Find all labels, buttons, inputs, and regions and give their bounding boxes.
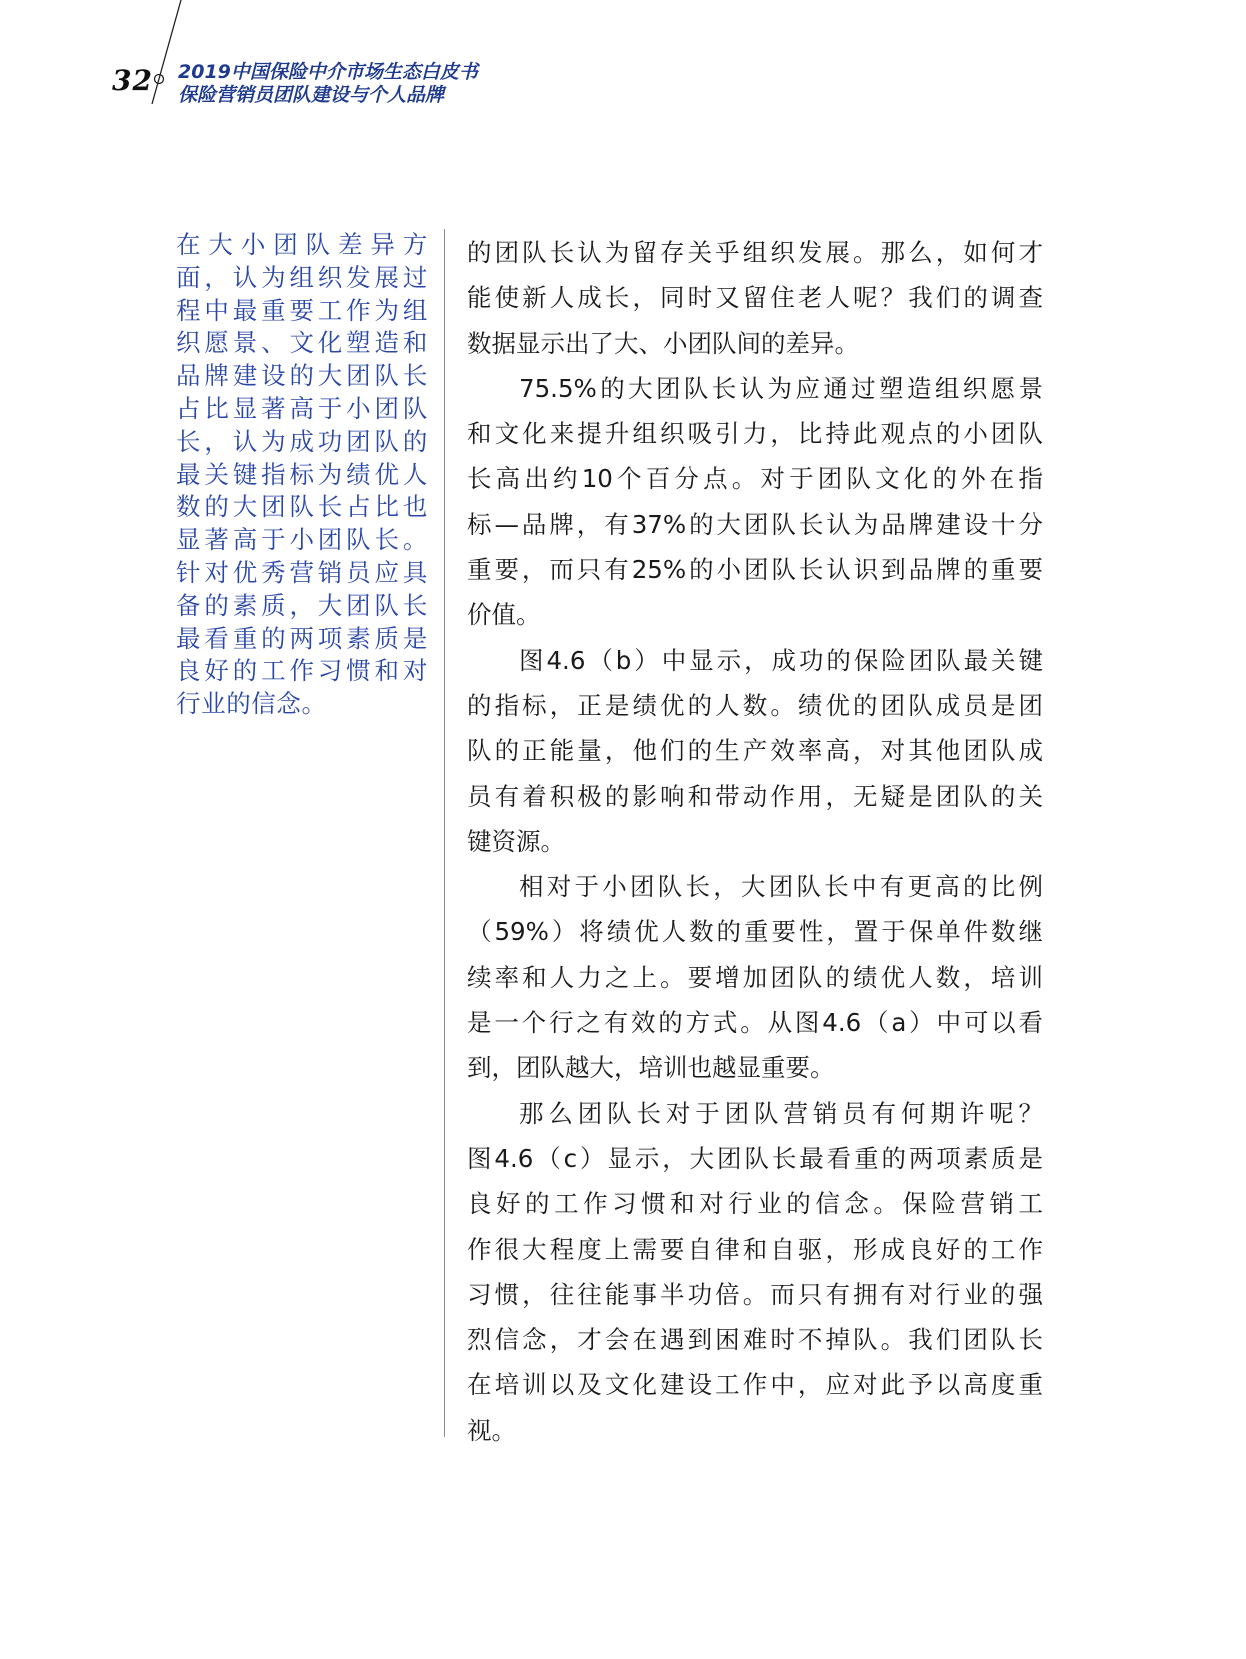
sidebar-line: 品牌建设的大团队长 xyxy=(176,361,428,391)
body-line: 到，团队越大，培训也越显重要。 xyxy=(467,1053,835,1083)
body-line: 续率和人力之上。要增加团队的绩优人数，培训 xyxy=(467,962,1043,992)
page-number: 32 xyxy=(112,64,153,97)
sidebar-line: 占比显著高于小团队 xyxy=(176,393,428,423)
body-line: 队的正能量，他们的生产效率高，对其他团队成 xyxy=(467,736,1043,766)
sidebar-line: 良好的工作习惯和对 xyxy=(176,656,428,686)
body-line: （59%）将绩优人数的重要性，置于保单件数继 xyxy=(467,917,1043,947)
sidebar-line: 行业的信念。 xyxy=(176,689,327,719)
body-line: 图4.6（b）中显示，成功的保险团队最关键 xyxy=(519,645,1043,675)
body-line: 的团队长认为留存关乎组织发展。那么，如何才 xyxy=(467,238,1043,267)
body-line: 能使新人成长，同时又留住老人呢？我们的调查 xyxy=(467,283,1043,313)
body-line: 员有着积极的影响和带动作用，无疑是团队的关 xyxy=(467,781,1043,811)
body-line: 和文化来提升组织吸引力，比持此观点的小团队 xyxy=(467,419,1043,449)
body-line: 在培训以及文化建设工作中，应对此予以高度重 xyxy=(467,1370,1043,1400)
sidebar-line: 显著高于小团队长。 xyxy=(176,525,428,555)
body-line: 75.5%的大团队长认为应通过塑造组织愿景 xyxy=(519,373,1043,403)
sidebar-line: 备的素质，大团队长 xyxy=(176,590,428,620)
body-line: 是一个行之有效的方式。从图4.6（a）中可以看 xyxy=(467,1008,1043,1038)
sidebar-line: 面，认为组织发展过 xyxy=(176,262,428,292)
header-title-line2: 保险营销员团队建设与个人品牌 xyxy=(178,84,445,106)
header-slash-line xyxy=(152,0,181,104)
body-line: 价值。 xyxy=(467,600,541,630)
main-body-text xyxy=(467,230,1043,1453)
sidebar-line: 程中最重要工作为组 xyxy=(176,295,428,325)
sidebar-line: 针对优秀营销员应具 xyxy=(176,557,428,587)
sidebar-line: 在大小团队差异方 xyxy=(176,230,428,259)
body-line: 良好的工作习惯和对行业的信念。保险营销工 xyxy=(467,1189,1043,1219)
body-line: 烈信念，才会在遇到困难时不掉队。我们团队长 xyxy=(467,1325,1043,1355)
body-line: 相对于小团队长，大团队长中有更高的比例 xyxy=(519,872,1043,902)
body-line: 视。 xyxy=(467,1415,516,1445)
body-line: 图4.6（c）显示，大团队长最看重的两项素质是 xyxy=(467,1143,1043,1173)
body-line: 数据显示出了大、小团队间的差异。 xyxy=(467,328,859,358)
column-divider xyxy=(444,229,445,1437)
sidebar-line: 最看重的两项素质是 xyxy=(176,623,428,653)
body-line: 那么团队长对于团队营销员有何期许呢？ xyxy=(519,1098,1043,1128)
body-line: 长高出约10个百分点。对于团队文化的外在指 xyxy=(467,464,1043,494)
body-line: 作很大程度上需要自律和自驱，形成良好的工作 xyxy=(467,1234,1043,1264)
header-title xyxy=(178,61,478,107)
sidebar-line: 数的大团队长占比也 xyxy=(176,492,428,522)
sidebar-line: 最关键指标为绩优人 xyxy=(176,459,428,489)
body-line: 的指标，正是绩优的人数。绩优的团队成员是团 xyxy=(467,690,1043,720)
header-title-line1: 2019中国保险中介市场生态白皮书 xyxy=(178,61,478,83)
body-line: 键资源。 xyxy=(467,826,565,856)
body-line: 重要，而只有25%的小团队长认识到品牌的重要 xyxy=(467,555,1043,585)
sidebar-callout xyxy=(176,229,428,721)
body-line: 标—品牌，有37%的大团队长认为品牌建设十分 xyxy=(467,509,1043,539)
sidebar-line: 长，认为成功团队的 xyxy=(176,426,428,456)
sidebar-line: 织愿景、文化塑造和 xyxy=(176,328,428,358)
body-line: 习惯，往往能事半功倍。而只有拥有对行业的强 xyxy=(467,1279,1043,1309)
